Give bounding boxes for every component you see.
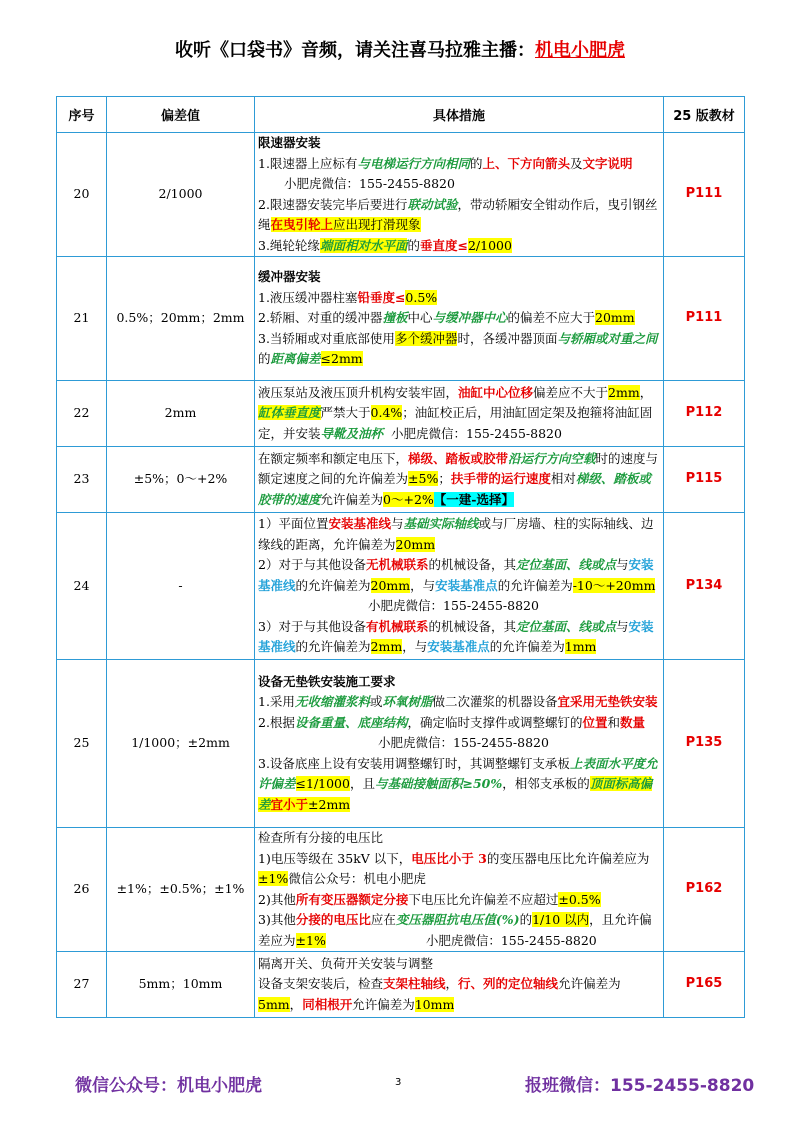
text-span: ， bbox=[639, 384, 653, 400]
text-span: 安装基准点 bbox=[435, 577, 498, 593]
text-span: 设备支架安装后，检查 bbox=[258, 976, 384, 992]
measure-cell bbox=[255, 381, 664, 447]
text-span: 做二次灌浆的机器设备 bbox=[432, 694, 558, 710]
measure-line bbox=[258, 555, 660, 617]
text-span: 与基础接触面积≥50% bbox=[374, 776, 503, 792]
measure-line bbox=[258, 910, 660, 951]
measure-line bbox=[258, 195, 660, 236]
text-span: 2/1000 bbox=[467, 237, 512, 253]
wechat-note: 小肥虎微信：155-2455-8820 bbox=[391, 425, 562, 441]
measure-line bbox=[258, 308, 660, 329]
text-span: 沿运行方向空载 bbox=[508, 450, 596, 466]
text-span: 行、列的定位轴线 bbox=[458, 976, 559, 992]
text-span: 有机械联系 bbox=[365, 618, 429, 634]
measure-title: 隔离开关、负荷开关安装与调整 bbox=[258, 955, 434, 971]
text-span: 20mm bbox=[395, 536, 436, 552]
text-span: ； bbox=[438, 471, 451, 487]
text-span: 无机械联系 bbox=[365, 557, 429, 573]
measure-line bbox=[258, 974, 660, 1015]
table-row bbox=[57, 447, 745, 513]
measure-line bbox=[258, 890, 660, 911]
measure-line bbox=[258, 514, 660, 555]
deviation-value: 2mm bbox=[107, 381, 255, 447]
table-header-row bbox=[57, 97, 745, 133]
text-span: 严禁大于 bbox=[320, 405, 371, 421]
measure-title: 设备无垫铁安装施工要求 bbox=[258, 673, 396, 689]
text-span: ±2mm bbox=[308, 796, 351, 812]
text-span: 同相根开 bbox=[302, 996, 353, 1012]
text-span: 联动试验 bbox=[407, 196, 458, 212]
deviation-table bbox=[56, 96, 745, 1018]
text-span: ±5% bbox=[408, 471, 439, 487]
measure-line bbox=[258, 617, 660, 658]
text-span: ， bbox=[445, 976, 459, 992]
measure-line bbox=[258, 713, 660, 754]
textbook-page: P111 bbox=[664, 133, 745, 257]
text-span: ， bbox=[289, 996, 303, 1012]
header-brand: 机电小肥虎 bbox=[535, 40, 625, 61]
text-span: 距离偏差 bbox=[270, 351, 321, 367]
text-span: 2mm bbox=[608, 384, 640, 400]
text-span: 在曳引轮上 bbox=[270, 217, 334, 232]
text-span: 梯级、踏板或胶带的速度 bbox=[258, 471, 651, 507]
text-span: 3.当轿厢或对重底部使用 bbox=[258, 330, 395, 346]
text-span: 中心 bbox=[407, 310, 433, 326]
text-span: 1mm bbox=[564, 639, 597, 655]
text-span: 允许偏差为 bbox=[558, 976, 621, 992]
text-span: 3.设备底座上设有安装用调整螺钉时，其调整螺钉支承板 bbox=[258, 755, 570, 771]
wechat-note: 小肥虎微信：155-2455-8820 bbox=[284, 176, 455, 191]
text-span: 2.轿厢、对重的缓冲器 bbox=[258, 310, 383, 326]
text-span: ±1% bbox=[258, 871, 289, 886]
measure-line bbox=[258, 288, 660, 309]
text-span: 的 bbox=[519, 912, 533, 927]
text-span: 端面相对水平面 bbox=[319, 237, 408, 253]
text-span: 的允许偏差为 bbox=[497, 577, 573, 593]
text-span: 上表面水平度允许偏差 bbox=[258, 755, 658, 792]
textbook-page: P134 bbox=[664, 513, 745, 660]
text-span: 与电梯运行方向相同 bbox=[357, 155, 470, 171]
text-span: 与 bbox=[390, 516, 404, 532]
text-span: 和 bbox=[607, 714, 620, 730]
page-header bbox=[0, 36, 800, 62]
text-span: 1)电压等级在 35kV 以下， bbox=[258, 850, 412, 866]
text-span: 的 bbox=[469, 155, 483, 171]
text-span: 3）对于与其他设备 bbox=[258, 618, 366, 634]
text-span: ±1% bbox=[295, 932, 326, 948]
measure-title: 缓冲器安装 bbox=[258, 269, 321, 285]
row-number: 23 bbox=[57, 447, 107, 513]
text-span: 应在 bbox=[370, 912, 396, 927]
deviation-value: ±1%；±0.5%；±1% bbox=[107, 828, 255, 952]
gzh-note: 微信公众号：机电小肥虎 bbox=[288, 871, 426, 886]
text-span: 0.4% bbox=[370, 405, 403, 421]
deviation-value: 5mm；10mm bbox=[107, 952, 255, 1018]
text-span: 的偏差不应大于 bbox=[507, 310, 595, 326]
measure-cell bbox=[255, 133, 664, 257]
text-span: -10～+20mm bbox=[572, 577, 656, 593]
page-number: 3 bbox=[395, 1077, 402, 1088]
text-span: 及 bbox=[569, 155, 583, 171]
measure-cell bbox=[255, 513, 664, 660]
table-row bbox=[57, 133, 745, 257]
footer-right: 报班微信：155-2455-8820 bbox=[525, 1076, 755, 1096]
text-span: 的 bbox=[258, 351, 271, 367]
measure-line bbox=[258, 329, 660, 370]
table-row bbox=[57, 828, 745, 952]
text-span: 1.采用 bbox=[258, 694, 295, 710]
measure-title: 限速器安装 bbox=[258, 135, 321, 150]
text-span: 撞板 bbox=[382, 310, 408, 326]
text-span: 文字说明 bbox=[582, 155, 633, 171]
text-span: 导靴及油杯 bbox=[320, 425, 384, 441]
measure-cell bbox=[255, 660, 664, 828]
text-span: 的变压器电压比允许偏差应为 bbox=[486, 850, 650, 866]
text-span: 10mm bbox=[414, 996, 455, 1012]
text-span: 油缸中心位移 bbox=[458, 384, 534, 400]
text-span: 梯级、踏板或胶带 bbox=[408, 450, 509, 466]
column-header: 具体措施 bbox=[255, 97, 664, 133]
text-span: 基础实际轴线 bbox=[403, 516, 479, 532]
text-span: ，相邻支承板的 bbox=[502, 776, 590, 792]
wechat-note: 小肥虎微信：155-2455-8820 bbox=[378, 735, 549, 751]
text-span: 2）对于与其他设备 bbox=[258, 557, 366, 573]
text-span: 安装基准线 bbox=[258, 557, 654, 593]
text-span: 3.绳轮轮缘 bbox=[258, 237, 320, 253]
text-span: 无收缩灌浆料 bbox=[294, 694, 370, 710]
text-span: 变压器阻抗电压值(%) bbox=[395, 912, 520, 927]
text-span: 【一建-选择】 bbox=[433, 491, 514, 507]
text-span: 1/10 以内 bbox=[532, 912, 590, 927]
table-row bbox=[57, 257, 745, 381]
text-span: 偏差应不大于 bbox=[533, 384, 609, 400]
table-row bbox=[57, 952, 745, 1018]
text-span: 或 bbox=[369, 694, 383, 710]
text-span: 5mm bbox=[258, 996, 290, 1012]
text-span: 顶面标高偏差 bbox=[258, 776, 653, 812]
text-span: ，带动轿厢安全钳动作后，曳引钢丝绳 bbox=[258, 196, 658, 232]
measure-cell bbox=[255, 952, 664, 1018]
text-span: 液压泵站及液压顶升机构安装牢固， bbox=[258, 384, 459, 400]
measure-line bbox=[258, 692, 660, 713]
wechat-note: 小肥虎微信：155-2455-8820 bbox=[425, 932, 597, 948]
text-span: 允许偏差为 bbox=[352, 996, 415, 1012]
measure-cell bbox=[255, 447, 664, 513]
wechat-note: 小肥虎微信：155-2455-8820 bbox=[368, 598, 539, 614]
text-span: 2)其他 bbox=[258, 891, 296, 907]
text-span: ，与 bbox=[410, 577, 436, 593]
column-header: 序号 bbox=[57, 97, 107, 133]
text-span: 与 bbox=[616, 618, 629, 634]
text-span: 电压比小于 3 bbox=[411, 850, 487, 866]
text-span: 环氧树脂 bbox=[382, 694, 433, 710]
text-span: 铅垂度≤ bbox=[357, 289, 406, 305]
text-span: 安装基准线 bbox=[328, 516, 391, 532]
text-span: 的机械设备，其 bbox=[428, 618, 516, 634]
deviation-value: ±5%；0～+2% bbox=[107, 447, 255, 513]
measure-cell bbox=[255, 257, 664, 381]
text-span: 20mm bbox=[595, 310, 635, 326]
footer-left: 微信公众号：机电小肥虎 bbox=[75, 1076, 262, 1096]
text-span: 或与厂房墙、柱的实际轴线、边缘线的距离，允许偏差为 bbox=[258, 516, 654, 552]
table-row bbox=[57, 381, 745, 447]
text-span: 3)其他 bbox=[258, 912, 296, 927]
table-row bbox=[57, 513, 745, 660]
text-span: 与 bbox=[616, 557, 629, 573]
text-span: 扶手带的运行速度 bbox=[450, 471, 551, 487]
text-span: 的 bbox=[407, 237, 420, 253]
row-number: 25 bbox=[57, 660, 107, 828]
text-span: ；油缸校正后，用油缸固定架及抱箍将油缸固定，并安装 bbox=[258, 405, 653, 441]
text-span: 的允许偏差为 bbox=[489, 639, 565, 655]
text-span: 所有变压器额定分接 bbox=[295, 891, 409, 907]
deviation-value: - bbox=[107, 513, 255, 660]
row-number: 26 bbox=[57, 828, 107, 952]
text-span: 设备重量、底座结构 bbox=[294, 714, 408, 730]
textbook-page: P111 bbox=[664, 257, 745, 381]
text-span: 安装基准点 bbox=[427, 639, 490, 655]
text-span: ，且允许偏差应为 bbox=[258, 912, 652, 948]
text-span: 2.限速器安装完毕后要进行 bbox=[258, 196, 408, 212]
text-span: 宜采用无垫铁安装 bbox=[557, 694, 658, 710]
deviation-value: 0.5%；20mm；2mm bbox=[107, 257, 255, 381]
textbook-page: P165 bbox=[664, 952, 745, 1018]
text-span: 1.限速器上应标有 bbox=[258, 155, 358, 171]
text-span: ±0.5% bbox=[558, 891, 601, 907]
row-number: 21 bbox=[57, 257, 107, 381]
measure-line bbox=[258, 236, 660, 257]
text-span: 支架柱轴线 bbox=[383, 976, 446, 992]
textbook-page: P135 bbox=[664, 660, 745, 828]
text-span: ，确定临时支撑件或调整螺钉的 bbox=[407, 714, 583, 730]
text-span: 宜小于 bbox=[270, 796, 309, 812]
textbook-page: P162 bbox=[664, 828, 745, 952]
text-span: 数量 bbox=[620, 714, 646, 730]
text-span: ≤1/1000 bbox=[295, 776, 350, 792]
text-span: 的允许偏差为 bbox=[295, 639, 371, 655]
text-span: 定位基面、线或点 bbox=[516, 557, 617, 573]
text-span: 下电压比允许偏差不应超过 bbox=[408, 891, 559, 907]
text-span: 在额定频率和额定电压下， bbox=[258, 450, 409, 466]
text-span: 位置 bbox=[582, 714, 608, 730]
column-header: 偏差值 bbox=[107, 97, 255, 133]
row-number: 20 bbox=[57, 133, 107, 257]
text-span: 允许偏差为 bbox=[320, 491, 384, 507]
text-span: 与轿厢或对重之间 bbox=[557, 330, 658, 346]
row-number: 22 bbox=[57, 381, 107, 447]
text-span: 1.液压缓冲器柱塞 bbox=[258, 289, 358, 305]
measure-line bbox=[258, 754, 660, 816]
deviation-value: 2/1000 bbox=[107, 133, 255, 257]
text-span: 1）平面位置 bbox=[258, 516, 329, 532]
measure-cell bbox=[255, 828, 664, 952]
text-span: 分接的电压比 bbox=[295, 912, 371, 927]
header-prefix: 收听《口袋书》音频，请关注喜马拉雅主播： bbox=[175, 40, 535, 61]
row-number: 24 bbox=[57, 513, 107, 660]
measure-line bbox=[258, 154, 660, 195]
textbook-page: P112 bbox=[664, 381, 745, 447]
column-header: 25 版教材 bbox=[664, 97, 745, 133]
text-span: 相对 bbox=[550, 471, 576, 487]
text-span: 垂直度≤ bbox=[419, 237, 468, 253]
text-span: 与缓冲器中心 bbox=[432, 310, 508, 326]
text-span: 安装基准线 bbox=[258, 618, 654, 655]
text-span: 0.5% bbox=[405, 289, 438, 305]
textbook-page: P115 bbox=[664, 447, 745, 513]
measure-title: 检查所有分接的电压比 bbox=[258, 830, 384, 845]
row-number: 27 bbox=[57, 952, 107, 1018]
text-span: 的机械设备，其 bbox=[428, 557, 516, 573]
text-span: 多个缓冲器 bbox=[394, 330, 458, 346]
text-span: 20mm bbox=[370, 577, 411, 593]
text-span: 时的速度与额定速度之间的允许偏差为 bbox=[258, 450, 659, 487]
text-span: ，且 bbox=[349, 776, 375, 792]
text-span: ，与 bbox=[402, 639, 428, 655]
text-span: 定位基面、线或点 bbox=[516, 618, 617, 634]
measure-line bbox=[258, 849, 660, 890]
text-span: 2mm bbox=[370, 639, 403, 655]
text-span: 的允许偏差为 bbox=[295, 577, 371, 593]
text-span: 0～+2% bbox=[383, 491, 434, 507]
text-span: 时，各缓冲器顶面 bbox=[457, 330, 558, 346]
text-span: 缸体垂直度 bbox=[258, 405, 321, 421]
text-span: 上、下方向箭头 bbox=[482, 155, 570, 171]
text-span: 2.根据 bbox=[258, 714, 295, 730]
text-span: 应出现打滑现象 bbox=[333, 217, 421, 232]
text-span: ≤2mm bbox=[320, 351, 363, 367]
deviation-value: 1/1000；±2mm bbox=[107, 660, 255, 828]
table-row bbox=[57, 660, 745, 828]
